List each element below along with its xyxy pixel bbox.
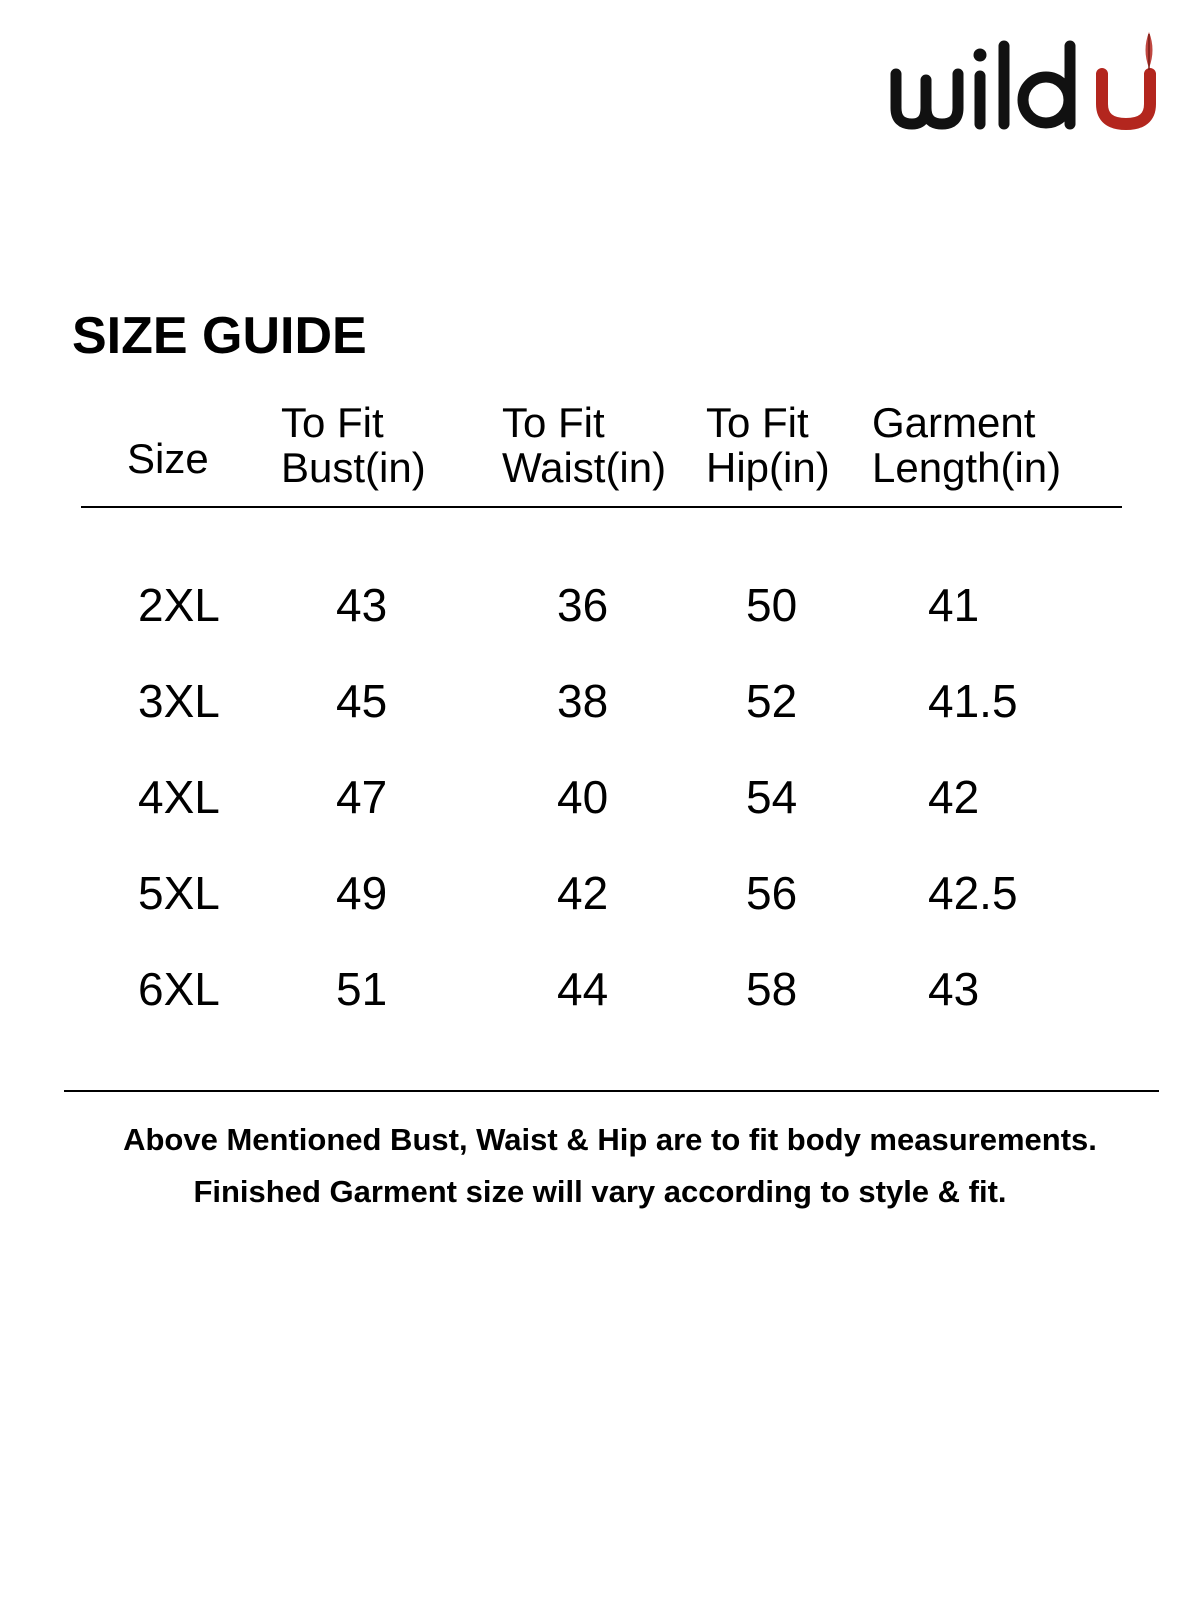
cell-hip: 56 (746, 867, 798, 919)
column-header-line: Bust(in) (281, 444, 426, 491)
cell-hip: 58 (746, 963, 798, 1015)
cell-length: 42.5 (928, 867, 1018, 919)
column-header-line: Length(in) (872, 444, 1062, 491)
column-header-size (127, 436, 209, 481)
cell-bust: 43 (336, 579, 388, 631)
header-divider (81, 506, 1122, 508)
table-row (0, 671, 1200, 731)
cell-size: 2XL (138, 579, 220, 631)
column-header-line: Waist(in) (502, 444, 667, 491)
footnote-fit-measurements: Above Mentioned Bust, Waist & Hip are to fit body measurements. (123, 1122, 1097, 1157)
page-title: SIZE GUIDE (72, 307, 367, 365)
column-header-hip (706, 400, 830, 490)
table-row (0, 575, 1200, 635)
cell-waist: 38 (557, 675, 609, 727)
cell-bust: 45 (336, 675, 388, 727)
column-header-line: To Fit (281, 399, 384, 446)
cell-waist: 40 (557, 771, 609, 823)
cell-hip: 50 (746, 579, 798, 631)
column-header-line: Hip(in) (706, 444, 830, 491)
cell-bust: 51 (336, 963, 388, 1015)
cell-size: 5XL (138, 867, 220, 919)
cell-bust: 49 (336, 867, 388, 919)
column-header-line: To Fit (706, 399, 809, 446)
cell-size: 3XL (138, 675, 220, 727)
cell-length: 43 (928, 963, 980, 1015)
table-row (0, 959, 1200, 1019)
cell-size: 4XL (138, 771, 220, 823)
table-row (0, 863, 1200, 923)
column-header-bust (281, 400, 426, 490)
cell-hip: 52 (746, 675, 798, 727)
cell-hip: 54 (746, 771, 798, 823)
cell-length: 42 (928, 771, 980, 823)
cell-length: 41.5 (928, 675, 1018, 727)
column-header-line: Garment (872, 399, 1036, 446)
column-header-length (872, 400, 1061, 490)
brand-logo (890, 28, 1190, 138)
brand-logo-graphic (890, 28, 1190, 138)
footer-divider (64, 1090, 1159, 1092)
cell-waist: 42 (557, 867, 609, 919)
cell-length: 41 (928, 579, 980, 631)
cell-bust: 47 (336, 771, 388, 823)
table-row (0, 767, 1200, 827)
column-header-line: To Fit (502, 399, 605, 446)
footnote-garment-variation: Finished Garment size will vary according to style & fit. (193, 1174, 1007, 1209)
column-header-line: Size (127, 435, 209, 482)
cell-waist: 44 (557, 963, 609, 1015)
cell-waist: 36 (557, 579, 609, 631)
cell-size: 6XL (138, 963, 220, 1015)
column-header-waist (502, 400, 666, 490)
